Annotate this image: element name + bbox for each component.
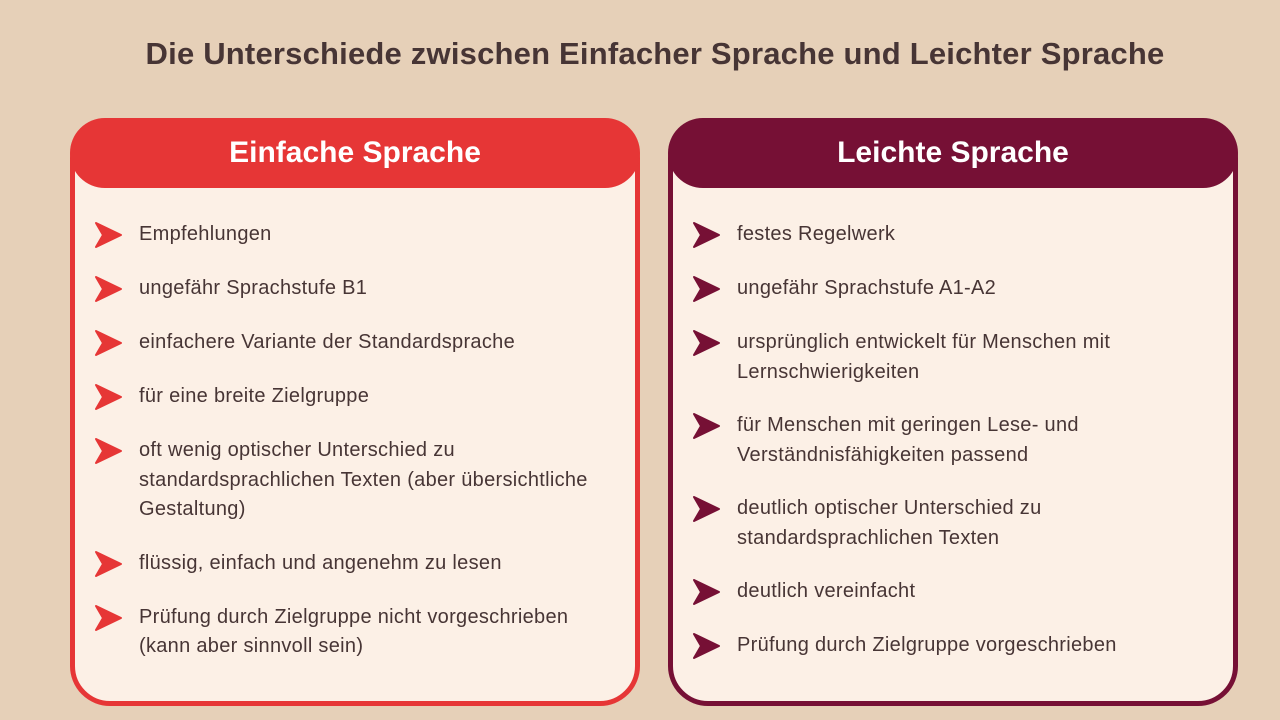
list-item [93, 274, 615, 304]
item-text: für eine breite Zielgruppe [139, 385, 370, 407]
chevron-right-icon [691, 577, 721, 607]
item-text: flüssig, einfach und angenehm zu lesen [139, 551, 502, 574]
chevron-right-icon [691, 631, 721, 661]
chevron-right-icon [93, 436, 123, 466]
chevron-right-icon [691, 274, 721, 304]
list-item [93, 436, 615, 525]
list-item [93, 220, 615, 250]
chevron-right-icon [93, 220, 123, 250]
chevron-right-icon [93, 328, 123, 358]
list-item [93, 328, 615, 358]
item-text: Prüfung durch Zielgruppe nicht vorgeschrieben (kann aber sinnvoll sein) [139, 605, 569, 657]
list-item [93, 549, 615, 579]
list-item [93, 603, 615, 662]
chevron-right-icon [93, 603, 123, 633]
item-text: Prüfung durch Zielgruppe vorgeschrieben [737, 634, 1117, 656]
chevron-right-icon [93, 382, 123, 412]
card-heading: Einfache Sprache [70, 118, 640, 188]
chevron-right-icon [691, 411, 721, 441]
list-item [691, 411, 1213, 470]
chevron-right-icon [691, 220, 721, 250]
einfache-sprache-card [70, 118, 640, 706]
chevron-right-icon [93, 549, 123, 579]
item-text: deutlich optischer Unterschied zu standardsprachlichen Texten [737, 497, 1042, 549]
item-list [93, 220, 615, 686]
item-text: ungefähr Sprachstufe A1-A2 [737, 277, 997, 299]
card-heading: Leichte Sprache [668, 118, 1238, 188]
item-list [691, 220, 1213, 685]
list-item [691, 577, 1213, 607]
item-text: ungefähr Sprachstufe B1 [139, 277, 368, 299]
list-item [691, 328, 1213, 387]
item-text: ursprünglich entwickelt für Menschen mit Lernschwierigkeiten [737, 331, 1111, 383]
chevron-right-icon [691, 328, 721, 358]
leichte-sprache-card [668, 118, 1238, 706]
list-item [691, 274, 1213, 304]
list-item [691, 631, 1213, 661]
list-item [691, 494, 1213, 553]
item-text: für Menschen mit geringen Lese- und Verständnisfähigkeiten passend [737, 414, 1079, 466]
chevron-right-icon [691, 494, 721, 524]
item-text: festes Regelwerk [737, 223, 896, 245]
item-text: deutlich vereinfacht [737, 580, 916, 602]
list-item [93, 382, 615, 412]
chevron-right-icon [93, 274, 123, 304]
page-title: Die Unterschiede zwischen Einfacher Sprache und Leichter Sprache [145, 36, 1165, 71]
item-text: oft wenig optischer Unterschied zu standardsprachlichen Texten (aber übersichtliche Gestaltung) [139, 439, 588, 520]
list-item [691, 220, 1213, 250]
item-text: einfachere Variante der Standardsprache [139, 331, 516, 353]
item-text: Empfehlungen [139, 223, 272, 245]
